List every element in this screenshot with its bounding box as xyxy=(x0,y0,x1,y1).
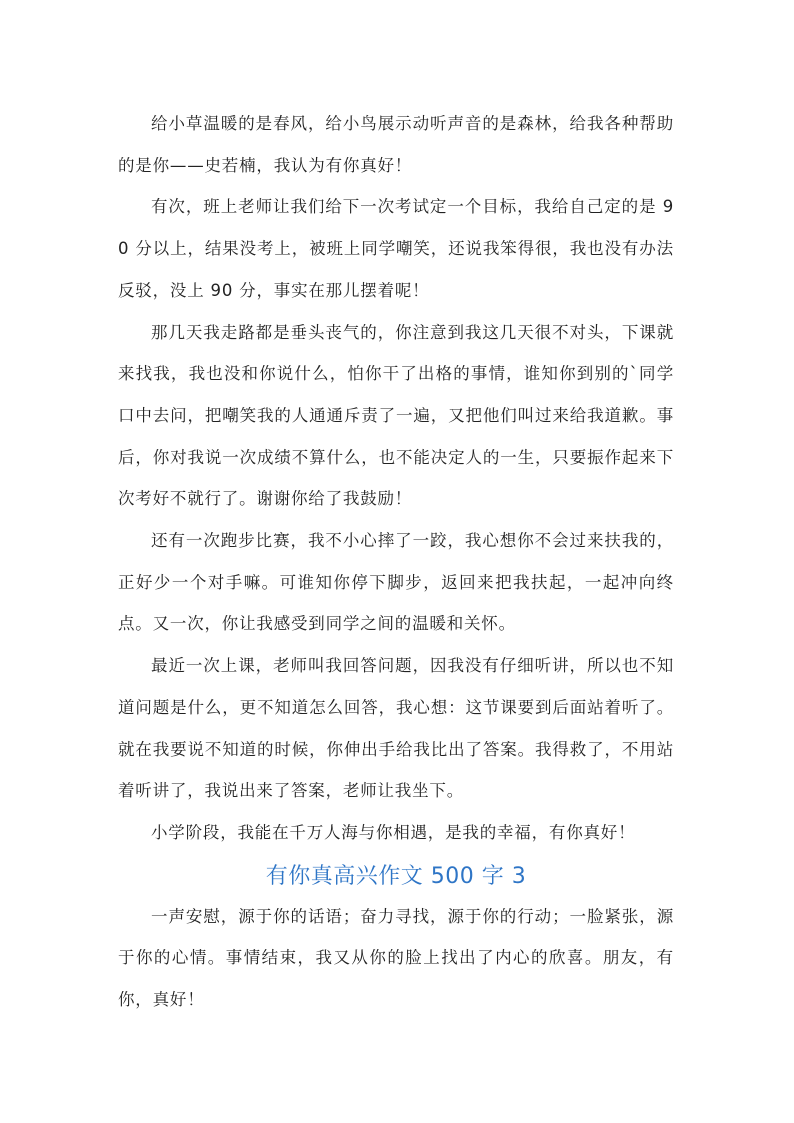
paragraph: 还有一次跑步比赛，我不小心摔了一跤，我心想你不会过来扶我的，正好少一个对手嘛。可谁知你停下脚步，返回来把我扶起，一起冲向终点。又一次，你让我感受到同学之间的温暖和关怀。 xyxy=(118,531,674,634)
document-body xyxy=(118,103,674,1021)
paragraph: 最近一次上课，老师叫我回答问题，因我没有仔细听讲，所以也不知道问题是什么，更不知道怎么回答，我心想：这节课要到后面站着听了。就在我要说不知道的时候，你伸出手给我比出了答案。我得救了，不用站着听讲了，我说出来了答案，老师让我坐下。 xyxy=(118,656,674,801)
paragraph: 一声安慰，源于你的话语；奋力寻找，源于你的行动；一脸紧张，源于你的心情。事情结束，我又从你的脸上找出了内心的欣喜。朋友，有你，真好！ xyxy=(118,906,674,1010)
paragraph: 小学阶段，我能在千万人海与你相遇，是我的幸福，有你真好！ xyxy=(151,822,636,842)
paragraph: 有次，班上老师让我们给下一次考试定一个目标，我给自己定的是 90 分以上，结果没考上，被班上同学嘲笑，还说我笨得很，我也没有办法反驳，没上 90 分，事实在那儿摆着呢！ xyxy=(118,197,674,300)
section-heading: 有你真高兴作文 500 字 3 xyxy=(265,863,527,889)
paragraph: 给小草温暖的是春风，给小鸟展示动听声音的是森林，给我各种帮助的是你——史若楠，我认为有你真好！ xyxy=(118,114,674,175)
paragraph: 那几天我走路都是垂头丧气的，你注意到我这几天很不对头，下课就来找我，我也没和你说什么，怕你干了出格的事情，谁知你到别的`同学口中去问，把嘲笑我的人通通斥责了一遍，又把他们叫过来给我道歉。事后，你对我说一次成绩不算什么，也不能决定人的一生，只要振作起来下次考好不就行了。谢谢你给了我鼓励！ xyxy=(118,322,674,509)
